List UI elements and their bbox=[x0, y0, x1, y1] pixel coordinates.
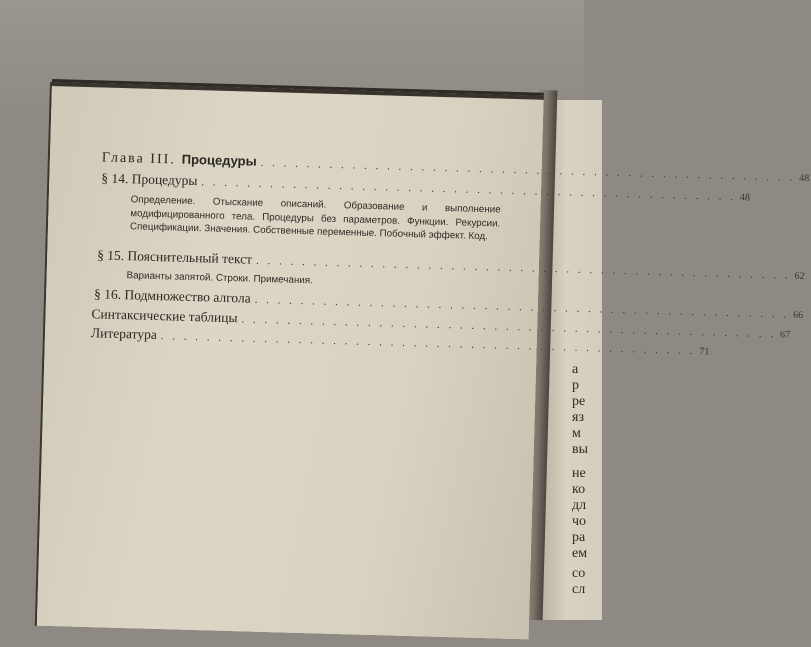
adjacent-page-fragment: чо bbox=[572, 514, 587, 529]
entry-title: § 16. Подмножество алгола bbox=[93, 286, 251, 306]
adjacent-page-fragment: дл bbox=[572, 498, 587, 513]
page-number: 66 bbox=[793, 309, 804, 322]
adjacent-page-fragment: ра bbox=[572, 530, 586, 545]
adjacent-page-fragment: а bbox=[572, 362, 579, 377]
entry-description-s15: Варианты запятой. Строки. Примечания. bbox=[126, 270, 313, 287]
adjacent-page-fragment: со bbox=[572, 566, 586, 581]
page-number: 48 bbox=[799, 172, 810, 185]
adjacent-page-fragment: ре bbox=[572, 394, 586, 409]
entry-description-s14: Определение. Отыскание описаний. Образование и выполнение модифицированного тела. Процедуры без параметров. Функции. Рекурсии. Спецификации. Значения. Собственные переменные. Побочный эффект. Код. bbox=[129, 194, 501, 243]
adjacent-page-fragment: сл bbox=[572, 582, 586, 597]
page-number: 48 bbox=[739, 192, 751, 204]
adjacent-page-fragment: м bbox=[572, 426, 581, 441]
adjacent-page-fragment: ем bbox=[572, 546, 588, 561]
entry-title: Литература bbox=[90, 325, 158, 343]
adjacent-page-fragment: вы bbox=[572, 442, 589, 457]
page-number: 62 bbox=[794, 270, 805, 283]
page-number: 67 bbox=[779, 329, 791, 341]
entry-title: § 15. Пояснительный текст bbox=[96, 247, 253, 267]
page-number: 71 bbox=[699, 346, 710, 358]
adjacent-page-fragment: яз bbox=[572, 410, 584, 425]
chapter-number: Глава III. bbox=[101, 150, 176, 168]
adjacent-page-fragment: не bbox=[572, 466, 586, 481]
entry-title: Синтаксические таблицы bbox=[91, 306, 238, 326]
entry-title: § 14. Процедуры bbox=[101, 170, 198, 189]
chapter-title: Процедуры bbox=[181, 151, 257, 169]
adjacent-page-fragment: р bbox=[572, 378, 579, 393]
adjacent-page-fragment: ко bbox=[572, 482, 586, 497]
